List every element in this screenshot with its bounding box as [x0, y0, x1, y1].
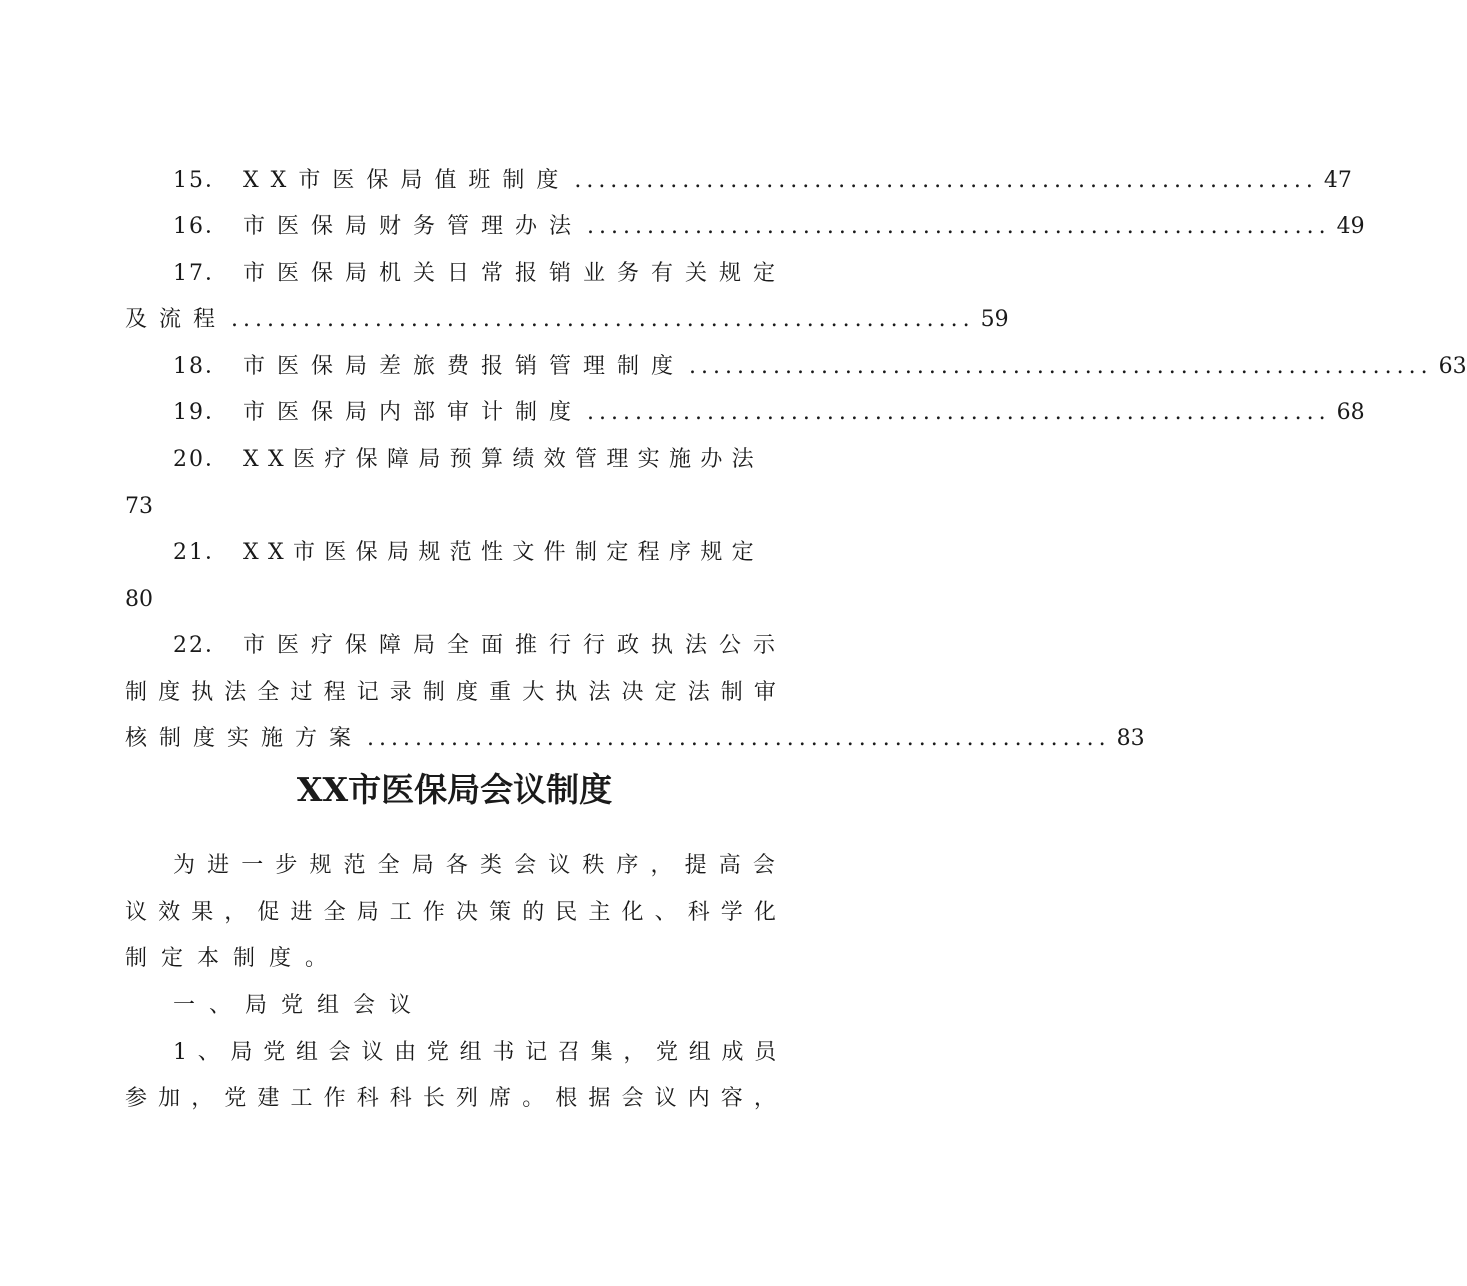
toc-entry-21-page: [125, 580, 787, 620]
intro-paragraph-line-1: 为进一步规范全局各类会议秩序，提高会: [173, 853, 787, 878]
toc-leader-dots: ..............................................................: [587, 400, 1331, 425]
toc-entry-number: 17．: [173, 261, 229, 286]
toc-leader-dots: ..............................................................: [574, 168, 1318, 193]
toc-entry-number: 18．: [173, 354, 229, 379]
toc-page-number: 59: [980, 307, 1009, 332]
toc-entry-15: [173, 161, 1352, 201]
item-1-line-2: 参加，党建工作科科长列席。根据会议内容，: [125, 1086, 787, 1111]
toc-page-number: 47: [1323, 168, 1352, 193]
toc-entry-number: 16．: [173, 214, 229, 239]
toc-entry-title: XX市医保局规范性文件制定程序规定: [243, 540, 763, 565]
toc-entry-16: [173, 207, 1365, 247]
section-heading: 一、局党组会议: [173, 993, 426, 1018]
toc-entry-17-continued: [125, 300, 1009, 340]
toc-page-number: 63: [1438, 354, 1467, 379]
toc-entry-17: [173, 254, 787, 294]
toc-entry-title: XX市医保局值班制度: [243, 168, 571, 193]
intro-paragraph-line-3: 制定本制度。: [125, 946, 342, 971]
intro-paragraph-line-2: 议效果，促进全局工作决策的民主化、科学化: [125, 900, 787, 925]
toc-leader-dots: ..............................................................: [367, 726, 1111, 751]
toc-entry-number: 21．: [173, 540, 229, 565]
toc-entry-number: 20．: [173, 447, 229, 472]
toc-entry-22-continued: [125, 673, 787, 713]
toc-entry-title-continued: 及流程: [125, 307, 228, 332]
toc-leader-dots: ..............................................................: [587, 214, 1331, 239]
toc-page-number: 83: [1116, 726, 1145, 751]
toc-entry-title: 市医疗保障局全面推行行政执法公示: [243, 633, 787, 658]
toc-entry-title: 市医保局机关日常报销业务有关规定: [243, 261, 787, 286]
document-title: XX市医保局会议制度: [296, 770, 613, 809]
toc-entry-22-final: [125, 719, 1145, 759]
toc-entry-title-continued: 核制度实施方案: [125, 726, 364, 751]
toc-page-number: 68: [1336, 400, 1365, 425]
toc-entry-title: 市医保局差旅费报销管理制度: [243, 354, 686, 379]
toc-entry-title: 市医保局内部审计制度: [243, 400, 584, 425]
toc-entry-number: 22．: [173, 633, 229, 658]
toc-page-number: 80: [125, 587, 153, 612]
toc-entry-title: XX医疗保障局预算绩效管理实施办法: [243, 447, 763, 472]
toc-leader-dots: ..............................................................: [231, 307, 975, 332]
toc-entry-21: [173, 533, 787, 573]
item-1-line-1: 1、局党组会议由党组书记召集，党组成员: [173, 1040, 787, 1065]
toc-page-number: 49: [1336, 214, 1365, 239]
toc-entry-19: [173, 393, 1365, 433]
toc-entry-title-continued: 制度执法全过程记录制度重大执法决定法制审: [125, 680, 787, 705]
toc-entry-20: [173, 440, 787, 480]
toc-entry-number: 15．: [173, 168, 229, 193]
toc-entry-title: 市医保局财务管理办法: [243, 214, 584, 239]
toc-leader-dots: ..............................................................: [689, 354, 1433, 379]
toc-entry-20-page: [125, 487, 787, 527]
toc-entry-22: [173, 626, 787, 666]
toc-entry-18: [173, 347, 1467, 387]
toc-entry-number: 19．: [173, 400, 229, 425]
toc-page-number: 73: [125, 494, 153, 519]
